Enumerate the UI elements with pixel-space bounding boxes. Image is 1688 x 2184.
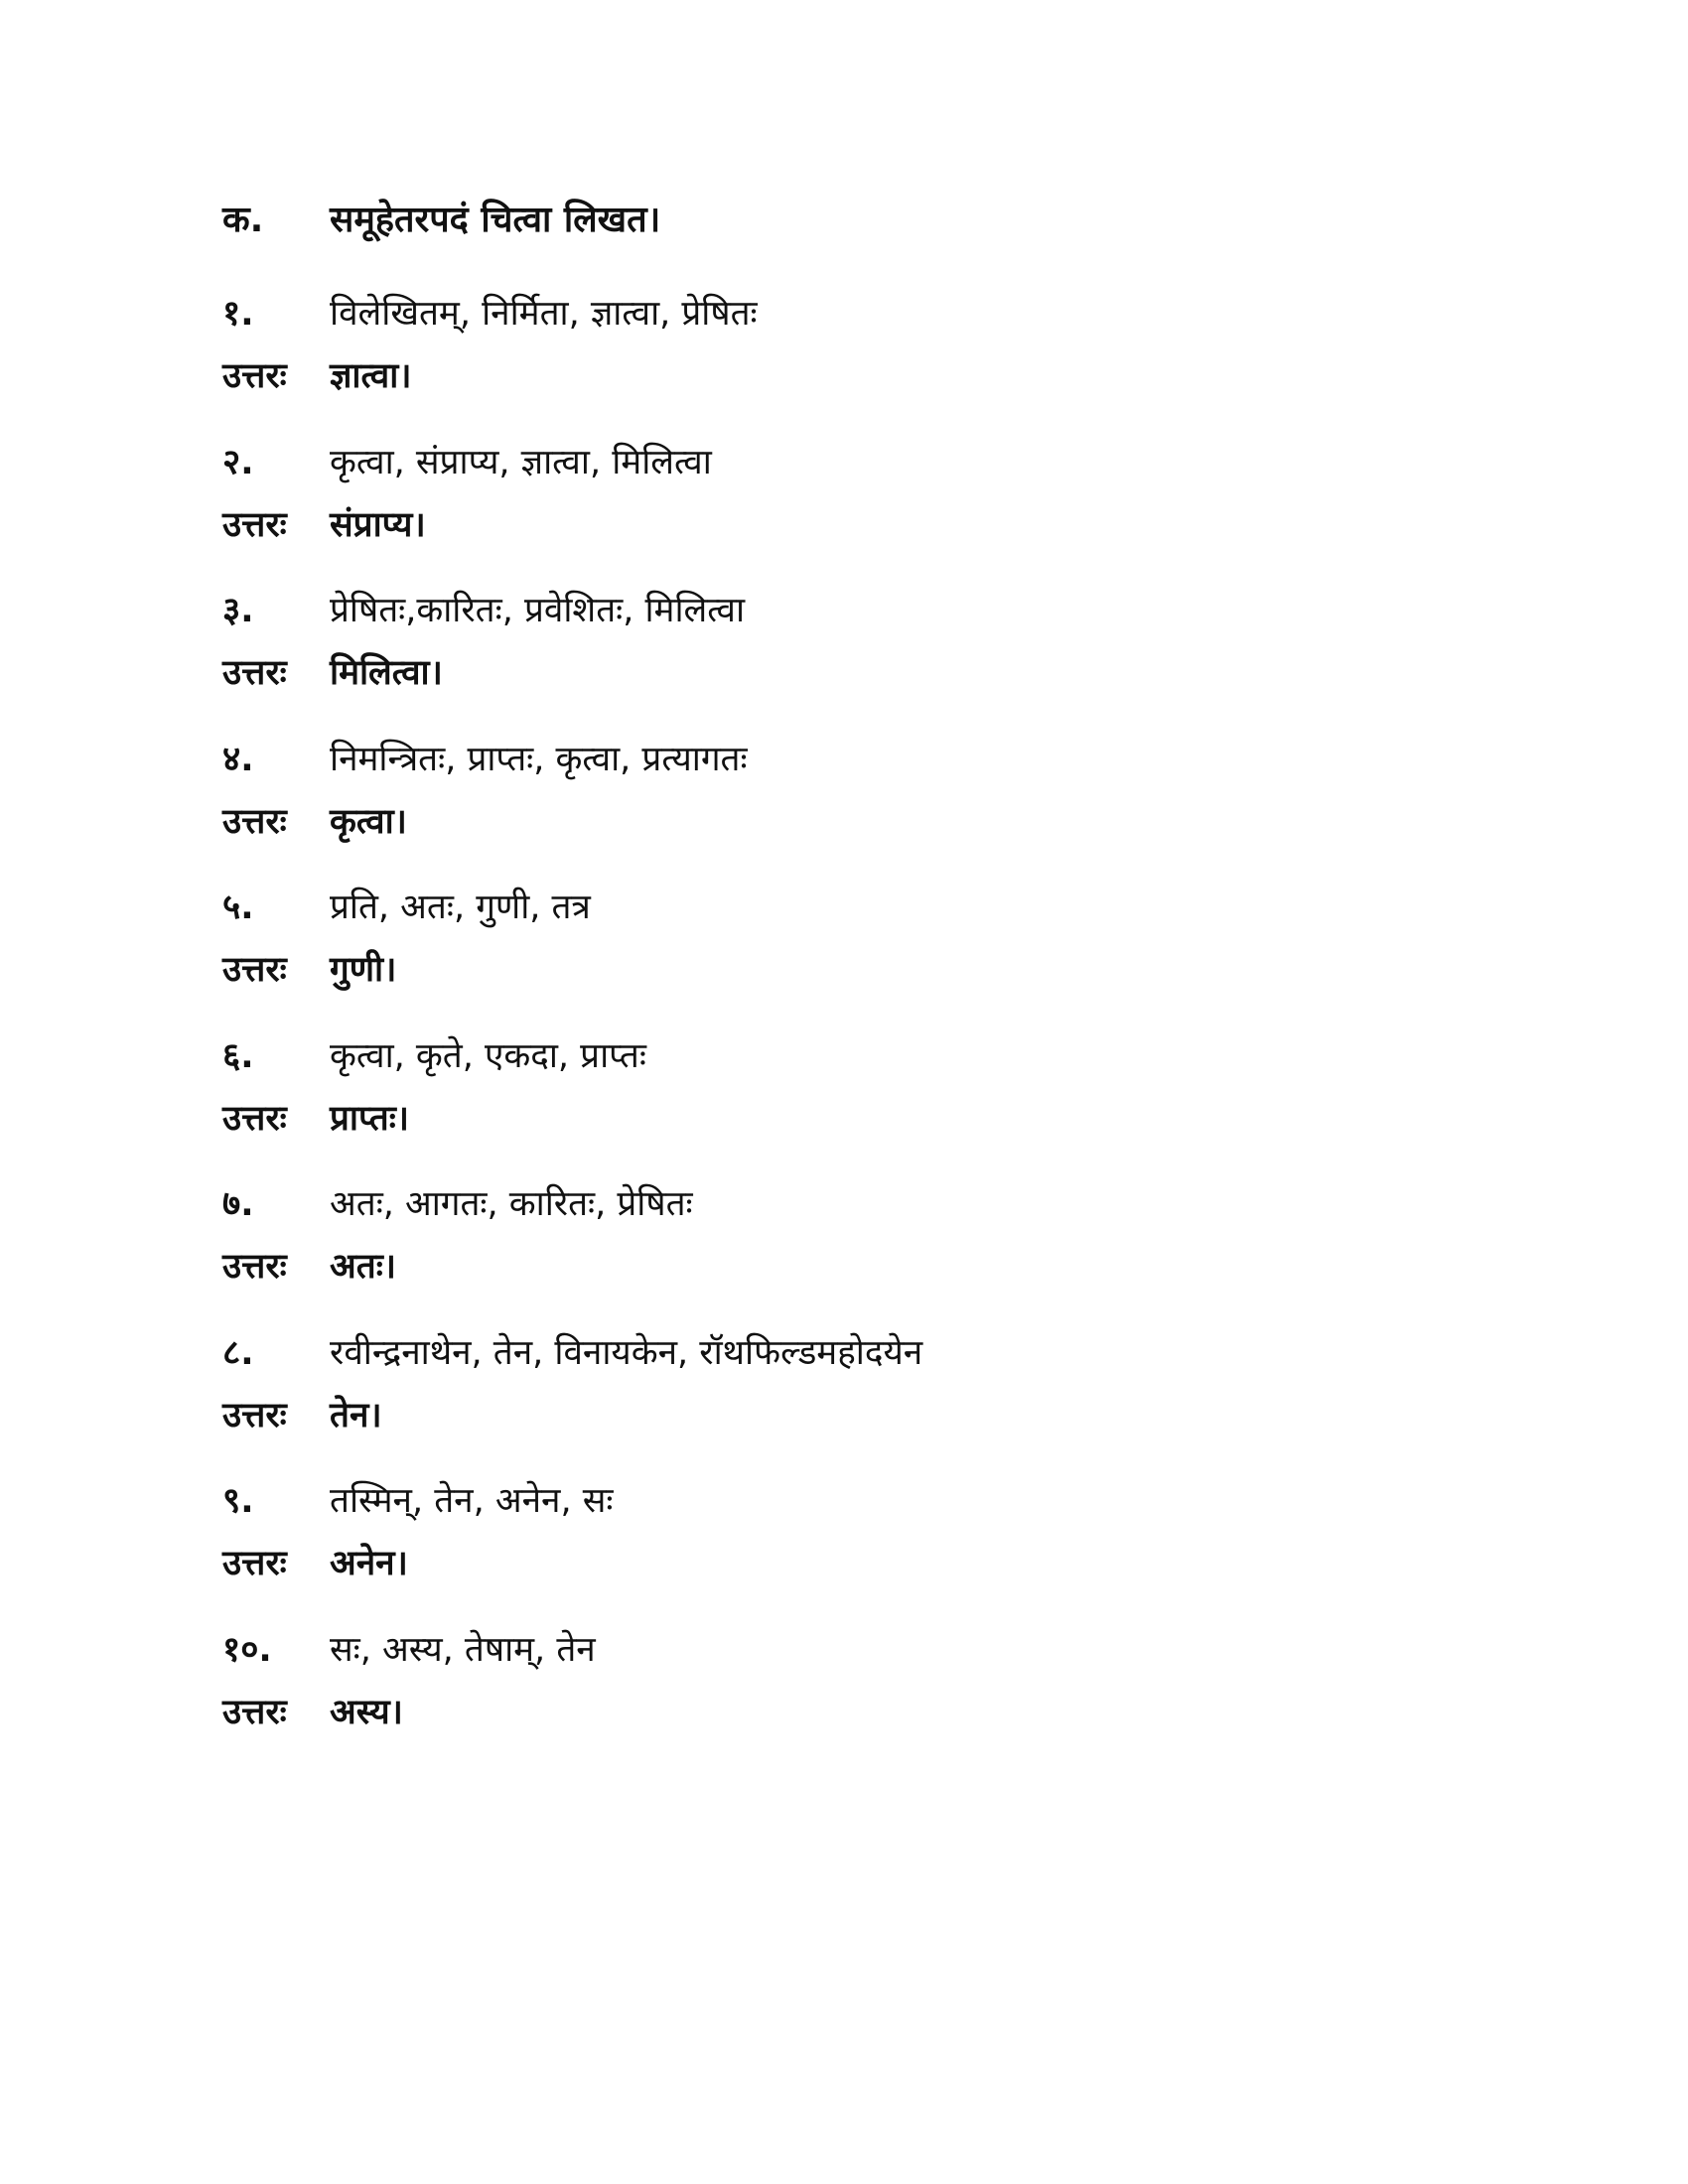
question-options: निमन्त्रितः, प्राप्तः, कृत्वा, प्रत्यागतः: [330, 739, 748, 779]
question-item: [222, 1030, 1513, 1179]
answer-row: [222, 1538, 1513, 1589]
answer-text: कृत्वा।: [330, 801, 407, 842]
question-row: [222, 1624, 1513, 1676]
question-list: [222, 288, 1513, 1772]
question-row: [222, 1178, 1513, 1230]
question-options: रवीन्द्रनाथेन, तेन, विनायकेन, रॉथफिल्डमहोदयेन: [330, 1332, 923, 1373]
question-number: १०.: [222, 1629, 272, 1670]
section-title: समूहेतरपदं चित्वा लिखत।: [330, 200, 661, 240]
question-number: २.: [222, 442, 254, 482]
question-options: सः, अस्य, तेषाम्, तेन: [330, 1629, 596, 1670]
answer-label: उत्तरः: [222, 504, 287, 545]
question-row: [222, 1030, 1513, 1082]
answer-label: उत्तरः: [222, 1247, 287, 1287]
question-row: [222, 437, 1513, 488]
answer-text: संप्राप्य।: [330, 504, 426, 545]
question-options: प्रेषितः,कारितः, प्रवेशितः, मिलित्वा: [330, 591, 746, 630]
question-options: तस्मिन्, तेन, अनेन, सः: [330, 1481, 614, 1521]
answer-label: उत्तरः: [222, 950, 287, 990]
answer-text: अनेन।: [330, 1544, 408, 1583]
question-options: कृत्वा, कृते, एकदा, प्राप्तः: [330, 1035, 646, 1076]
question-item: [222, 437, 1513, 586]
question-item: [222, 1624, 1513, 1773]
answer-text: अस्य।: [330, 1692, 403, 1732]
answer-row: [222, 944, 1513, 996]
answer-text: गुणी।: [330, 950, 397, 990]
question-item: [222, 1327, 1513, 1476]
question-number: ६.: [222, 1035, 254, 1076]
answer-text: अतः।: [330, 1247, 397, 1287]
answer-text: मिलित्वा।: [330, 653, 443, 693]
question-options: विलेखितम्, निर्मिता, ज्ञात्वा, प्रेषितः: [330, 294, 758, 334]
question-options: प्रति, अतः, गुणी, तत्र: [330, 887, 591, 927]
question-row: [222, 1327, 1513, 1379]
question-number: ५.: [222, 887, 254, 927]
answer-label: उत्तरः: [222, 1395, 287, 1435]
answer-label: उत्तरः: [222, 356, 287, 396]
answer-text: प्राप्तः।: [330, 1098, 410, 1139]
answer-text: ज्ञात्वा।: [330, 356, 412, 396]
question-row: [222, 1475, 1513, 1527]
answer-row: [222, 1687, 1513, 1738]
answer-row: [222, 499, 1513, 551]
question-number: ३.: [222, 591, 254, 630]
question-item: [222, 585, 1513, 734]
question-number: ४.: [222, 739, 254, 779]
question-options: कृत्वा, संप्राप्य, ज्ञात्वा, मिलित्वा: [330, 442, 712, 482]
question-number: १.: [222, 294, 254, 334]
answer-row: [222, 796, 1513, 848]
answer-label: उत्तरः: [222, 653, 287, 693]
answer-row: [222, 1241, 1513, 1293]
question-row: [222, 585, 1513, 636]
question-options: अतः, आगतः, कारितः, प्रेषितः: [330, 1184, 693, 1224]
question-row: [222, 288, 1513, 340]
question-number: ९.: [222, 1481, 254, 1521]
question-item: [222, 734, 1513, 883]
question-item: [222, 1178, 1513, 1327]
answer-row: [222, 1093, 1513, 1145]
question-number: ७.: [222, 1184, 254, 1224]
answer-row: [222, 1390, 1513, 1441]
answer-label: उत्तरः: [222, 801, 287, 842]
question-row: [222, 734, 1513, 785]
answer-row: [222, 647, 1513, 699]
answer-text: तेन।: [330, 1395, 382, 1435]
question-item: [222, 882, 1513, 1030]
section-marker: क.: [222, 200, 264, 240]
answer-label: उत्तरः: [222, 1098, 287, 1139]
section-heading: [222, 195, 660, 246]
question-item: [222, 288, 1513, 437]
question-number: ८.: [222, 1332, 254, 1373]
answer-label: उत्तरः: [222, 1544, 287, 1583]
answer-label: उत्तरः: [222, 1692, 287, 1732]
answer-row: [222, 350, 1513, 402]
question-row: [222, 882, 1513, 933]
question-item: [222, 1475, 1513, 1624]
